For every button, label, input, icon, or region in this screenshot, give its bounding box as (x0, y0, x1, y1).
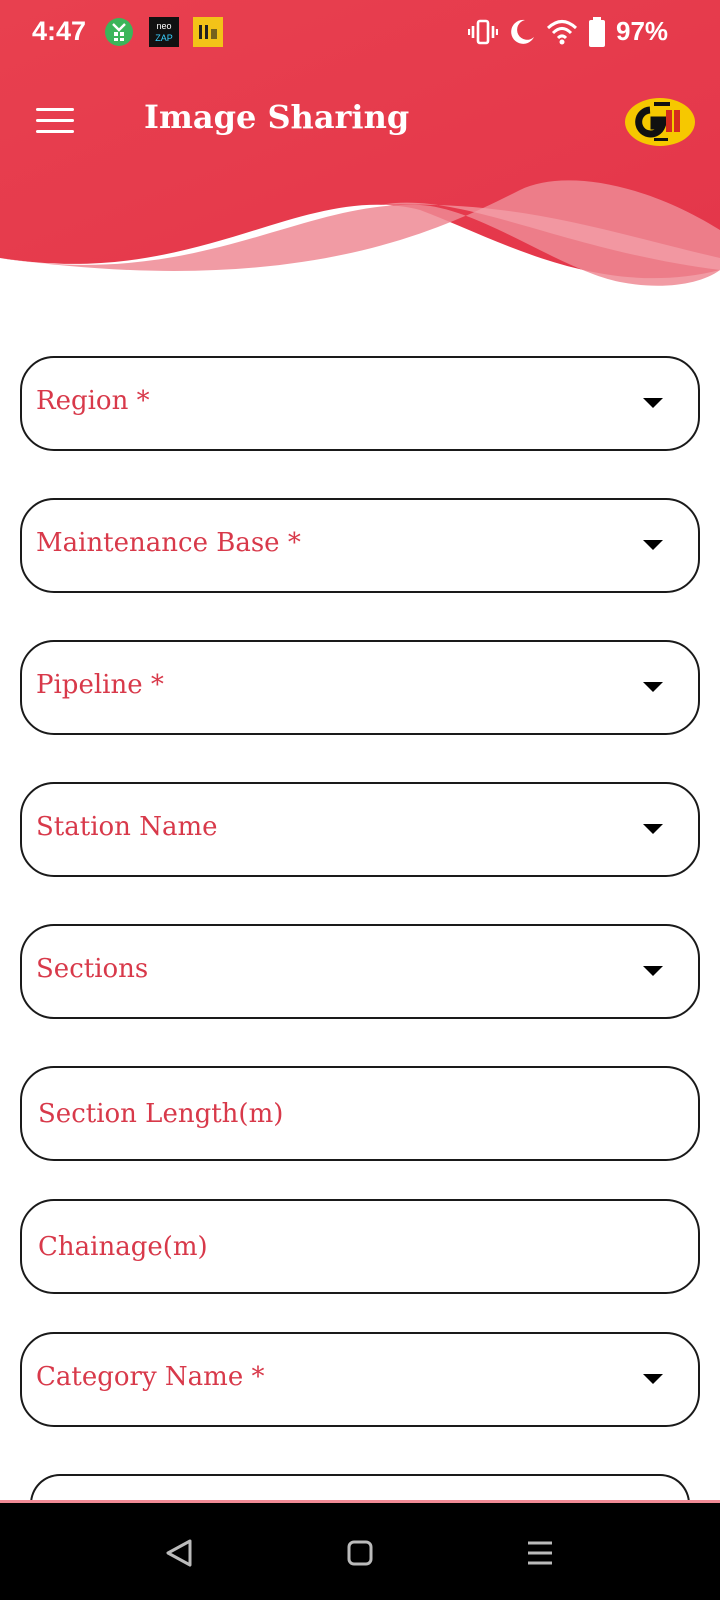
sections-label: Sections (36, 954, 149, 984)
dropdown-arrow-icon (643, 540, 663, 550)
do-not-disturb-moon-icon (507, 17, 537, 47)
chainage-input[interactable] (24, 1203, 694, 1290)
region-label: Region * (36, 386, 150, 416)
home-icon[interactable] (340, 1533, 380, 1573)
recent-apps-icon[interactable] (520, 1533, 560, 1573)
region-dropdown[interactable] (20, 356, 700, 451)
dropdown-arrow-icon (643, 824, 663, 834)
chainage-field[interactable] (20, 1199, 700, 1294)
dropdown-arrow-icon (643, 1374, 663, 1384)
wifi-icon (546, 17, 578, 47)
gail-logo (624, 94, 696, 148)
maintenance-base-label: Maintenance Base * (36, 528, 301, 558)
system-nav-bar (0, 1503, 720, 1600)
station-name-label: Station Name (36, 812, 218, 842)
section-length-field[interactable] (20, 1066, 700, 1161)
sections-dropdown[interactable] (20, 924, 700, 1019)
vibrate-icon (468, 17, 498, 47)
status-bar (0, 0, 720, 68)
svg-text:neo: neo (156, 21, 172, 31)
back-icon[interactable] (160, 1533, 200, 1573)
hamburger-menu-icon[interactable] (36, 106, 76, 134)
category-name-dropdown[interactable] (20, 1332, 700, 1427)
dropdown-arrow-icon (643, 966, 663, 976)
yellow-app-icon (193, 17, 223, 47)
page-title: Image Sharing (144, 98, 410, 136)
category-name-label: Category Name * (36, 1362, 265, 1392)
section-length-input[interactable] (24, 1070, 694, 1157)
neo-zap-icon (149, 17, 179, 47)
battery-icon (588, 17, 606, 47)
battery-percent: 97% (616, 16, 669, 46)
app-green-icon (104, 17, 134, 47)
pipeline-label: Pipeline * (36, 670, 164, 700)
dropdown-arrow-icon (643, 398, 663, 408)
status-time: 4:47 (32, 16, 87, 46)
dropdown-arrow-icon (643, 682, 663, 692)
station-name-dropdown[interactable] (20, 782, 700, 877)
pipeline-dropdown[interactable] (20, 640, 700, 735)
maintenance-base-dropdown[interactable] (20, 498, 700, 593)
svg-text:ZAP: ZAP (155, 33, 173, 43)
